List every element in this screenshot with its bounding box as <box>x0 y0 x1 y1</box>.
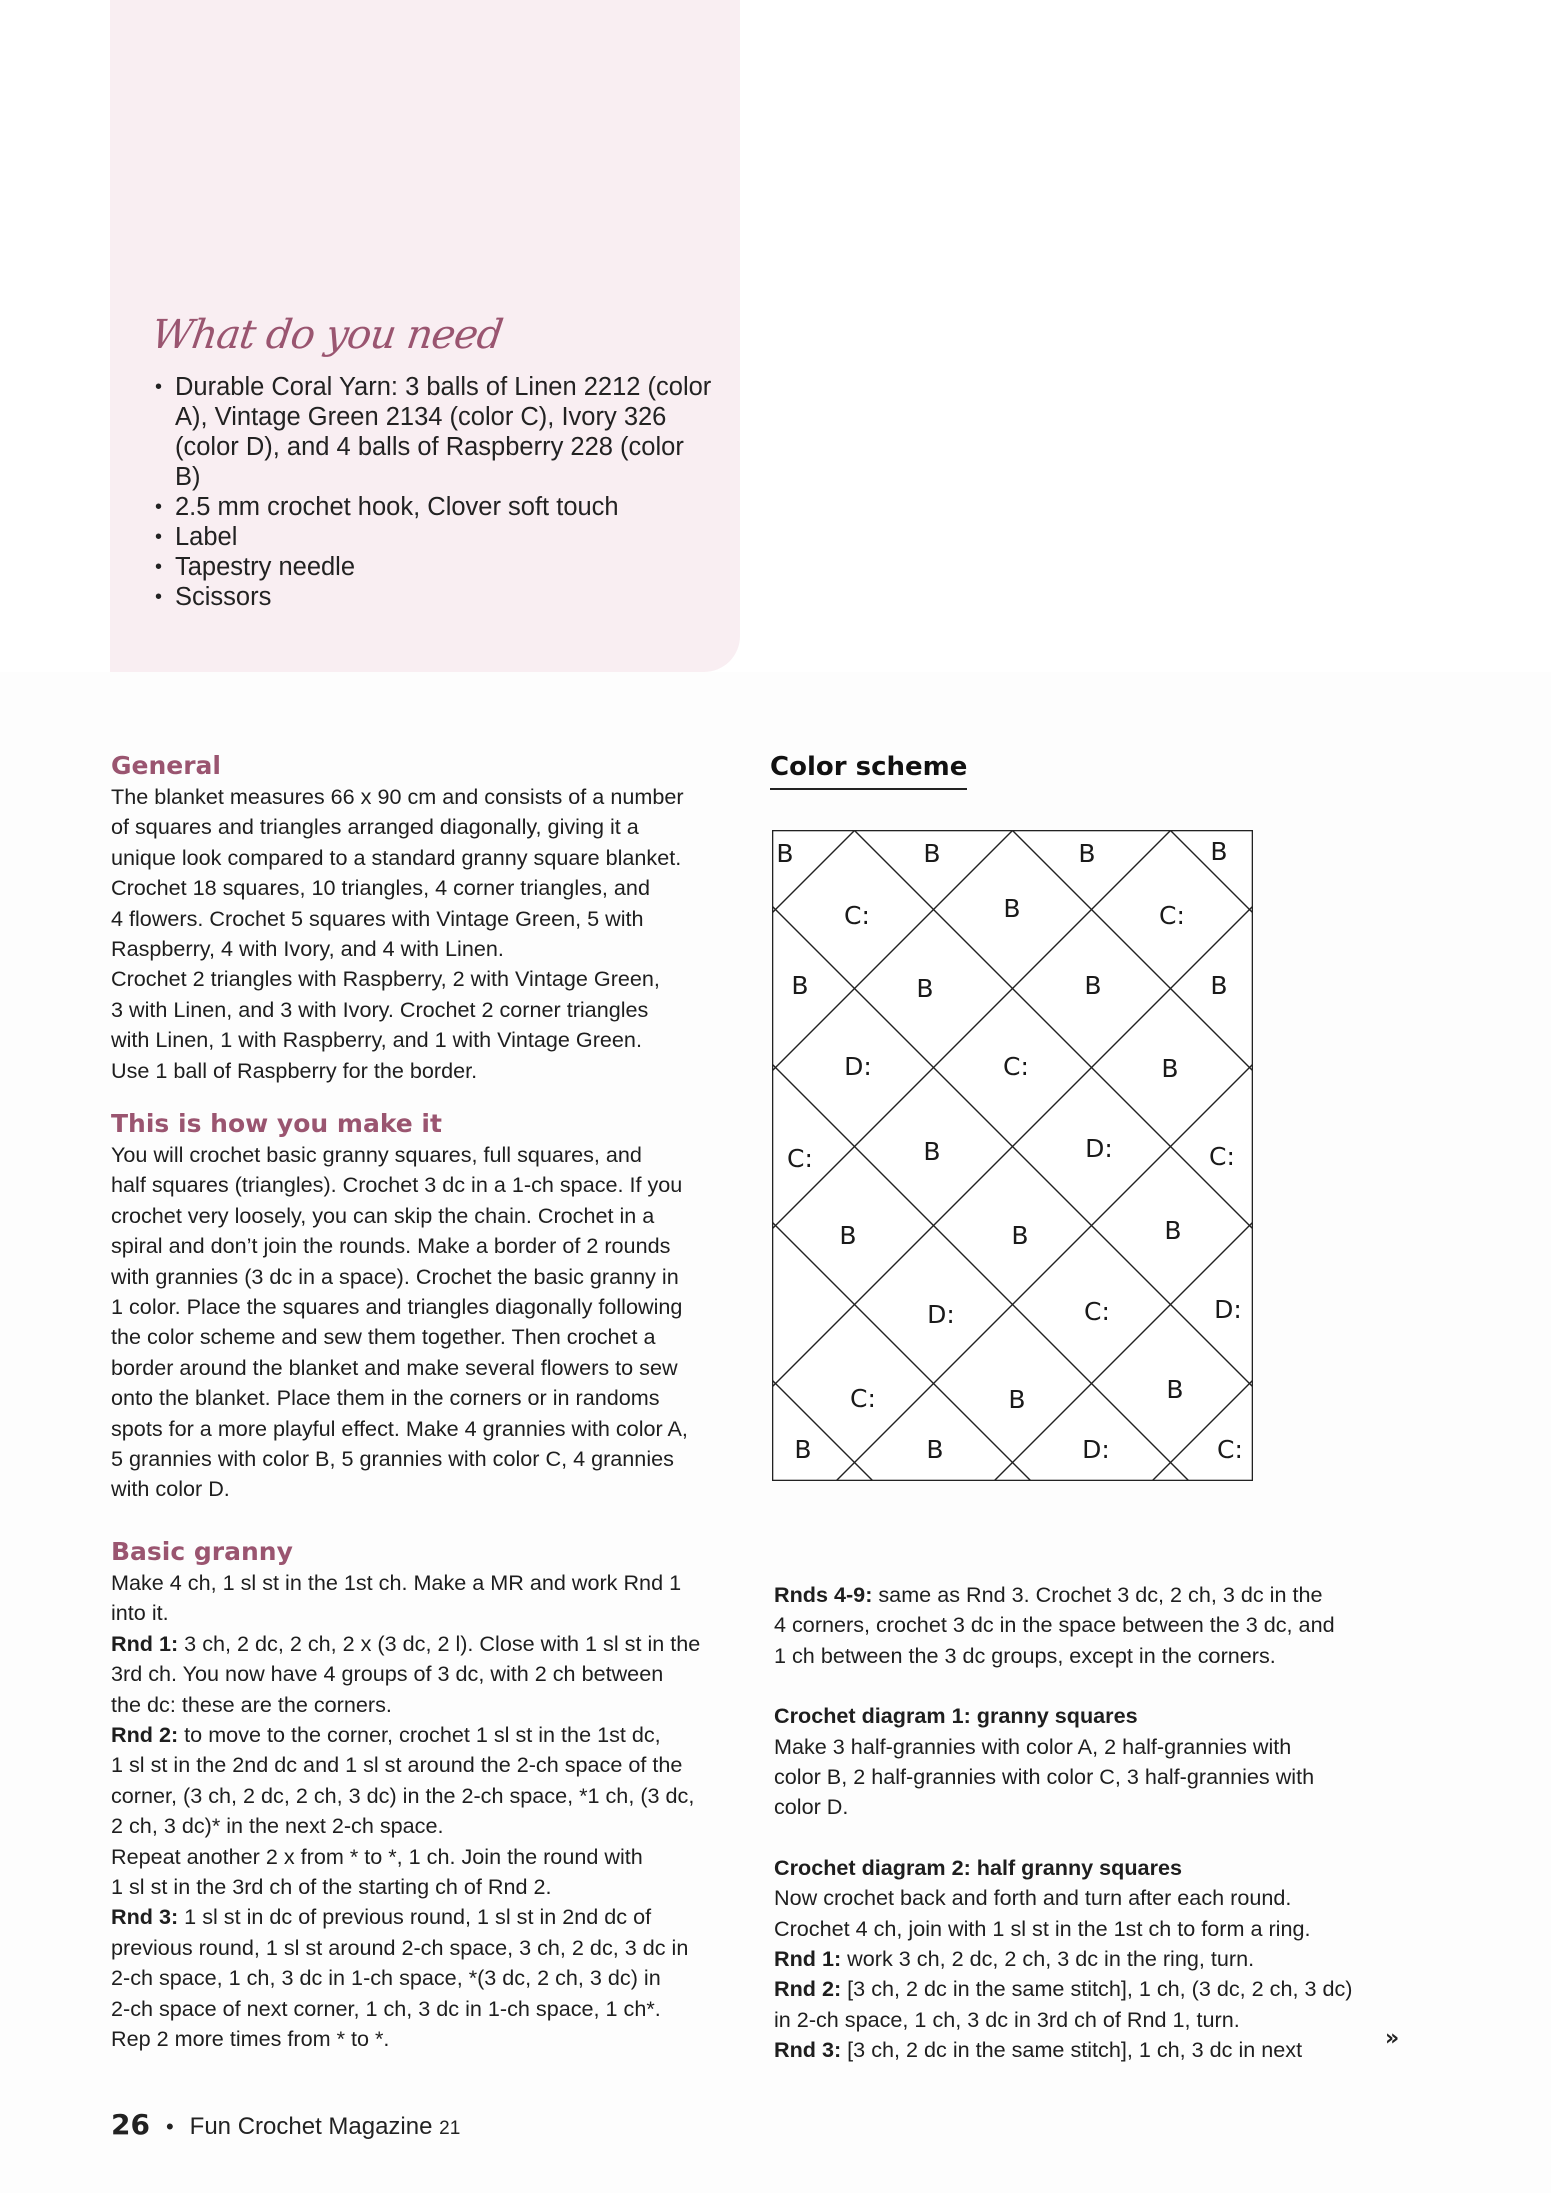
text-line: spiral and don’t join the rounds. Make a border of 2 rounds <box>111 1233 671 1259</box>
text-line: crochet very loosely, you can skip the chain. Crochet in a <box>111 1202 655 1228</box>
text-line: 2-ch space of next corner, 1 ch, 3 dc in 1-ch space, 1 ch*. <box>111 1995 661 2021</box>
color-cell-label: B <box>1003 894 1021 923</box>
text-line: 2 ch, 3 dc)* in the next 2-ch space. <box>111 1813 444 1839</box>
color-cell-label: B <box>1210 971 1228 1000</box>
color-cell-label: B <box>923 839 941 868</box>
text-line: 4 corners, crochet 3 dc in the space between the 3 dc, and <box>774 1612 1335 1638</box>
color-cell-label: B <box>791 971 809 1000</box>
right-column <box>774 1580 1414 2066</box>
text-line: into it. <box>111 1600 169 1626</box>
text-line: half squares (triangles). Crochet 3 dc in a 1-ch space. If you <box>111 1172 683 1198</box>
color-cell-label: C: <box>1084 1297 1110 1326</box>
howto-heading: This is how you make it <box>111 1109 442 1138</box>
howto-text <box>111 1140 751 1505</box>
color-cell-label: B <box>1084 971 1102 1000</box>
basic-granny-section <box>111 1536 751 2055</box>
round-label: Rnds 4-9: <box>774 1582 873 1607</box>
text-line: Make 4 ch, 1 sl st in the 1st ch. Make a MR and work Rnd 1 <box>111 1570 682 1595</box>
text-line: of squares and triangles arranged diagonally, giving it a <box>111 814 639 840</box>
rnds-4-9-text <box>774 1580 1414 1671</box>
text-line: unique look compared to a standard granny square blanket. <box>111 844 682 870</box>
text-line: Now crochet back and forth and turn after each round. <box>774 1885 1292 1911</box>
text-line: the dc: these are the corners. <box>111 1691 392 1717</box>
color-cell-label: B <box>839 1221 857 1250</box>
color-cell-label: B <box>1078 839 1096 868</box>
materials-item: • Durable Coral Yarn: 3 balls of Linen 2212 (color A), Vintage Green 2134 (color C), Ivory 326 (color D), and 4 balls of Raspberry 228 (color B) <box>155 372 715 492</box>
issue-number: 21 <box>439 2118 461 2139</box>
text-line: Rnd 3: 1 sl st in dc of previous round, 1 sl st in 2nd dc of <box>111 1904 652 1930</box>
text-line: spots for a more playful effect. Make 4 grannies with color A, <box>111 1415 688 1441</box>
text-line: in 2-ch space, 1 ch, 3 dc in 3rd ch of Rnd 1, turn. <box>774 2006 1240 2032</box>
round-label: Rnd 3: <box>774 2037 842 2063</box>
color-cell-label: B <box>1164 1216 1182 1245</box>
text-line: 3 with Linen, and 3 with Ivory. Crochet 2 corner triangles <box>111 996 649 1022</box>
round-label: Rnd 1: <box>111 1630 179 1656</box>
text-line: 4 flowers. Crochet 5 squares with Vintage Green, 5 with <box>111 905 644 931</box>
text-line: Crochet 2 triangles with Raspberry, 2 with Vintage Green, <box>111 966 660 992</box>
color-cell-label: B <box>794 1435 812 1464</box>
color-cell-label: B <box>1161 1054 1179 1083</box>
color-cell-label: B <box>923 1137 941 1166</box>
text-line: Rnd 2: [3 ch, 2 dc in the same stitch], 1 ch, (3 dc, 2 ch, 3 dc) <box>774 1976 1353 2002</box>
text-line: Rnd 1: work 3 ch, 2 dc, 2 ch, 3 dc in the ring, turn. <box>774 1946 1255 1972</box>
materials-item: • Label <box>155 522 715 552</box>
text-line: corner, (3 ch, 2 dc, 2 ch, 3 dc) in the 2-ch space, *1 ch, (3 dc, <box>111 1782 695 1808</box>
text-line: previous round, 1 sl st around 2-ch space, 3 ch, 2 dc, 3 dc in <box>111 1934 689 1960</box>
color-cell-label: D: <box>1085 1134 1113 1163</box>
text-line: color B, 2 half-grannies with color C, 3 half-grannies with <box>774 1764 1315 1790</box>
text-line: onto the blanket. Place them in the corners or in randoms <box>111 1385 660 1411</box>
materials-title: What do you need <box>148 312 506 358</box>
diagram2-heading: Crochet diagram 2: half granny squares <box>774 1854 1182 1880</box>
text-line: 1 sl st in the 3rd ch of the starting ch of Rnd 2. <box>111 1874 552 1900</box>
round-label: Rnd 1: <box>774 1946 842 1972</box>
color-cell-label: D: <box>1082 1435 1110 1464</box>
general-heading: General <box>111 751 221 780</box>
basic-granny-text <box>111 1568 751 2055</box>
color-cell-label: C: <box>1003 1052 1029 1081</box>
materials-item: • Tapestry needle <box>155 552 715 582</box>
text-line: Rnd 3: [3 ch, 2 dc in the same stitch], 1 ch, 3 dc in next <box>774 2037 1303 2063</box>
color-scheme-title: Color scheme <box>770 752 967 790</box>
round-label: Rnd 2: <box>774 1976 842 2002</box>
round-label: Rnd 3: <box>111 1904 179 1930</box>
color-cell-label: C: <box>1209 1142 1235 1171</box>
text-line: with Linen, 1 with Raspberry, and 1 with Vintage Green. <box>111 1027 642 1053</box>
color-scheme-diagram <box>772 830 1253 1481</box>
text-line: Crochet 18 squares, 10 triangles, 4 corner triangles, and <box>111 875 650 901</box>
color-cell-label: C: <box>1159 901 1185 930</box>
color-cell-label: B <box>926 1435 944 1464</box>
diagram1-text <box>774 1732 1414 1823</box>
text-line: Rnd 1: 3 ch, 2 dc, 2 ch, 2 x (3 dc, 2 l). Close with 1 sl st in the <box>111 1630 701 1656</box>
basic-granny-heading: Basic granny <box>111 1537 293 1566</box>
text-line: The blanket measures 66 x 90 cm and consists of a number <box>111 784 684 809</box>
color-cell-label: D: <box>844 1052 872 1081</box>
magazine-name: Fun Crochet Magazine 21 <box>189 2113 461 2140</box>
materials-item: • 2.5 mm crochet hook, Clover soft touch <box>155 492 715 522</box>
continue-arrow-icon[interactable]: » <box>1385 2026 1400 2051</box>
text-line: color D. <box>774 1794 849 1820</box>
text-line: Rep 2 more times from * to *. <box>111 2026 390 2052</box>
general-section <box>111 750 751 1086</box>
separator-dot: • <box>165 2114 174 2139</box>
text-line: with grannies (3 dc in a space). Crochet the basic granny in <box>111 1263 679 1289</box>
color-cell-label: B <box>1210 837 1228 866</box>
color-cell-label: B <box>916 974 934 1003</box>
text-line: 2-ch space, 1 ch, 3 dc in 1-ch space, *(3 dc, 2 ch, 3 dc) in <box>111 1965 661 1991</box>
text-line: 1 sl st in the 2nd dc and 1 sl st around the 2-ch space of the <box>111 1752 683 1778</box>
color-cell-label: D: <box>927 1300 955 1329</box>
diagram1-heading: Crochet diagram 1: granny squares <box>774 1703 1138 1729</box>
text-line: Rnds 4-9: same as Rnd 3. Crochet 3 dc, 2 ch, 3 dc in the <box>774 1582 1323 1607</box>
color-cell-label: B <box>1011 1221 1029 1250</box>
color-cell-label: B <box>1166 1375 1184 1404</box>
diagram2-text <box>774 1883 1414 2065</box>
howto-section <box>111 1108 751 1505</box>
materials-item: • Scissors <box>155 582 715 612</box>
text-line: Crochet 4 ch, join with 1 sl st in the 1st ch to form a ring. <box>774 1915 1311 1941</box>
color-cell-label: B <box>1008 1385 1026 1414</box>
color-cell-label: C: <box>844 901 870 930</box>
text-line: You will crochet basic granny squares, full squares, and <box>111 1142 642 1167</box>
general-text <box>111 782 751 1086</box>
text-line: Repeat another 2 x from * to *, 1 ch. Join the round with <box>111 1843 643 1869</box>
color-cell-label: C: <box>1217 1435 1243 1464</box>
text-line: with color D. <box>111 1476 230 1502</box>
text-line: 5 grannies with color B, 5 grannies with color C, 4 grannies <box>111 1446 674 1472</box>
text-line: Use 1 ball of Raspberry for the border. <box>111 1057 478 1083</box>
text-line: border around the blanket and make several flowers to sew <box>111 1354 678 1380</box>
color-cell-label: D: <box>1214 1295 1242 1324</box>
materials-list <box>155 372 715 612</box>
text-line: Make 3 half-grannies with color A, 2 half-grannies with <box>774 1733 1292 1759</box>
round-label: Rnd 2: <box>111 1722 179 1748</box>
text-line: Raspberry, 4 with Ivory, and 4 with Linen. <box>111 936 504 962</box>
text-line: Rnd 2: to move to the corner, crochet 1 sl st in the 1st dc, <box>111 1722 661 1748</box>
page-footer <box>111 2108 460 2141</box>
text-line: 3rd ch. You now have 4 groups of 3 dc, with 2 ch between <box>111 1661 664 1687</box>
text-line: the color scheme and sew them together. Then crochet a <box>111 1324 656 1350</box>
page-number: 26 <box>111 2108 150 2141</box>
text-line: 1 color. Place the squares and triangles diagonally following <box>111 1294 683 1320</box>
text-line: 1 ch between the 3 dc groups, except in the corners. <box>774 1642 1276 1668</box>
color-cell-label: B <box>776 839 794 868</box>
color-cell-label: C: <box>787 1144 813 1173</box>
color-cell-label: C: <box>850 1384 876 1413</box>
